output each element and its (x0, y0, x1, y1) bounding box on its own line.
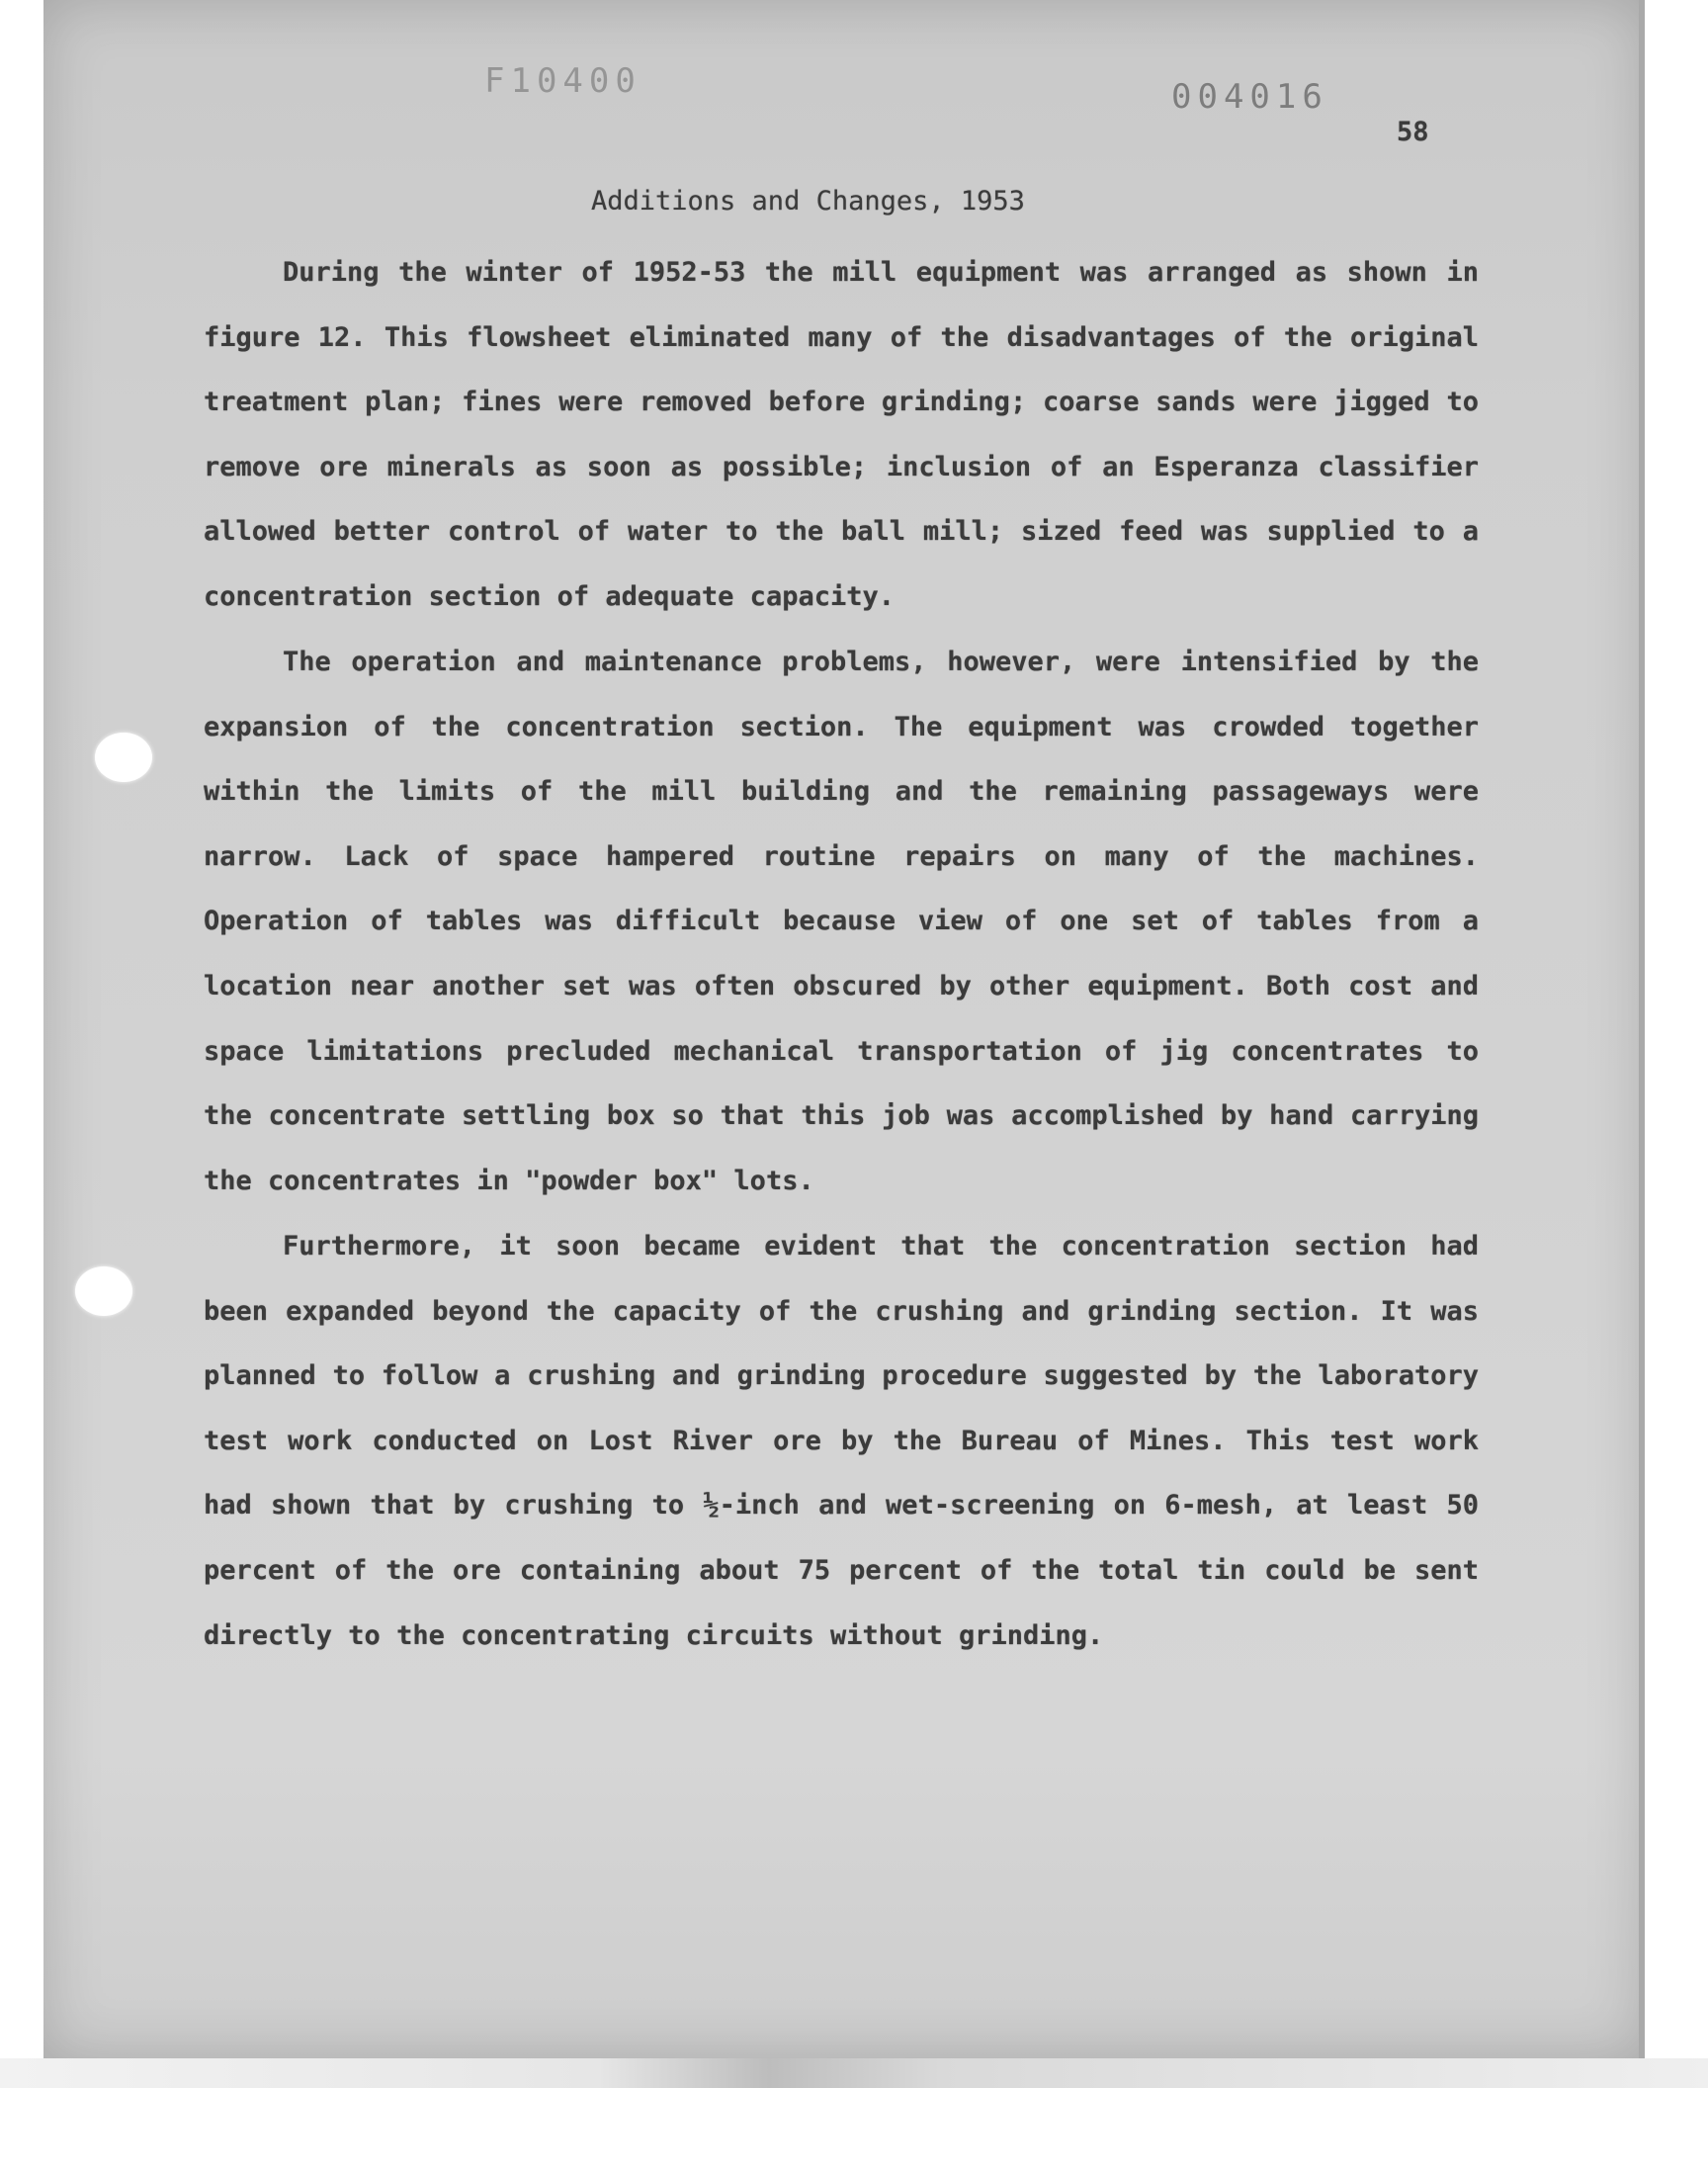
page-title: Additions and Changes, 1953 (591, 186, 1025, 217)
archive-stamp-left: F10400 (484, 61, 641, 101)
paragraph-3: Furthermore, it soon became evident that the concentration section had been expanded beyond the capacity of the crushing and grinding section. It was planned to follow a crushing and grinding procedure suggested by the laboratory test work conducted on Lost River ore by the Bureau of Mines. This test work had shown that by crushing to ½-inch and wet-screening on 6-mesh, at least 50 percent of the ore containing about 75 percent of the total tin could be sent directly to the concentrating circuits without grinding. (204, 1231, 1479, 1651)
page-number: 58 (1397, 117, 1429, 147)
punch-hole-lower (75, 1266, 132, 1316)
scan-bottom-edge (0, 2058, 1708, 2088)
paragraph-2: The operation and maintenance problems, however, were intensified by the expansion of the concentration section. The equipment was crowded together within the limits of the mill building and the remaining passageways were narrow. Lack of space hampered routine repairs on many of the machines. Operation of tables was difficult because view of one set of tables from a location near another set was often obscured by other equipment. Both cost and space limitations precluded mechanical transportation of jig concentrates to the concentrate settling box so that this job was accomplished by hand carrying the concentrates in "powder box" lots. (204, 647, 1479, 1196)
paragraph-1: During the winter of 1952-53 the mill equipment was arranged as shown in figure 12. This flowsheet eliminated many of the disadvantages of the original treatment plan; fines were removed before grinding; coarse sands were jigged to remove ore minerals as soon as possible; inclusion of an Esperanza classifier allowed better control of water to the ball mill; sized feed was supplied to a concentration section of adequate capacity. (204, 257, 1479, 612)
punch-hole-upper (95, 733, 152, 782)
archive-stamp-right: 004016 (1171, 77, 1328, 117)
